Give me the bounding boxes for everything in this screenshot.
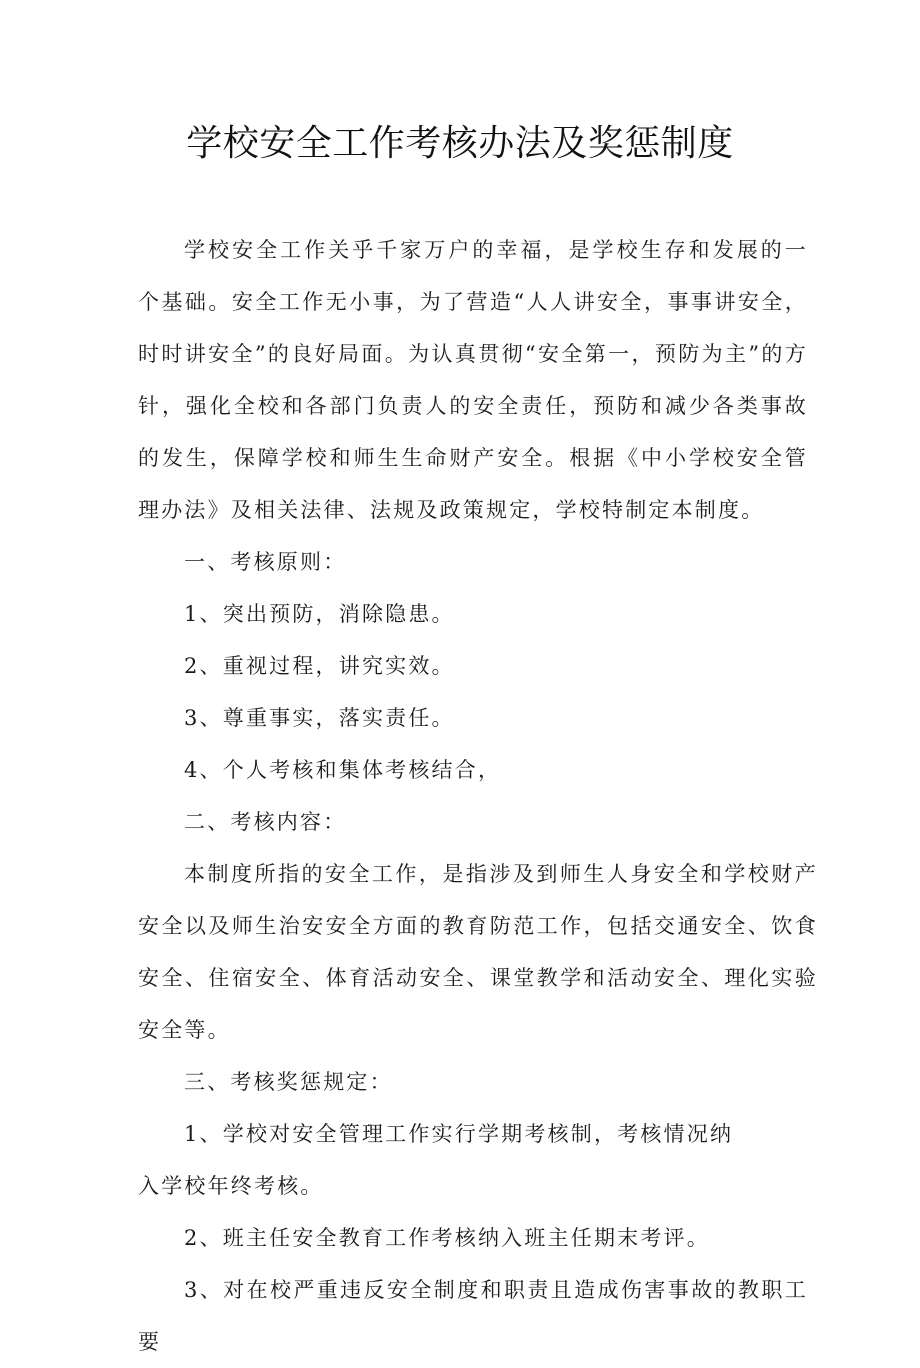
document-body bbox=[138, 224, 818, 1368]
section-heading-content: 二、考核内容： bbox=[184, 810, 347, 834]
principle-item-4: 4、个人考核和集体考核结合， bbox=[184, 758, 502, 782]
principle-item-3: 3、尊重事实，落实责任。 bbox=[184, 706, 455, 730]
reward-item-2: 2、班主任安全教育工作考核纳入班主任期末考评。 bbox=[184, 1226, 710, 1250]
intro-paragraph: 学校安全工作关乎千家万户的幸福，是学校生存和发展的一个基础。安全工作无小事，为了营造“人人讲安全，事事讲安全，时时讲安全”的良好局面。为认真贯彻“安全第一，预防为主”的方针，强化全校和各部门负责人的安全责任，预防和减少各类事故的发生，保障学校和师生生命财产安全。根据《中小学校安全管理办法》及相关法律、法规及政策规定，学校特制定本制度。 bbox=[138, 238, 808, 522]
reward-item-3: 3、对在校严重违反安全制度和职责且造成伤害事故的教职工要 bbox=[138, 1278, 808, 1354]
content-paragraph: 本制度所指的安全工作，是指涉及到师生人身安全和学校财产安全以及师生治安安全方面的教育防范工作，包括交通安全、饮食安全、住宿安全、体育活动安全、课堂教学和活动安全、理化实验安全等。 bbox=[138, 862, 818, 1042]
section-heading-principles: 一、考核原则： bbox=[184, 550, 347, 574]
section-heading-rewards: 三、考核奖惩规定： bbox=[184, 1070, 393, 1094]
reward-item-1-continued: 入学校年终考核。 bbox=[138, 1174, 324, 1198]
reward-item-1: 1、学校对安全管理工作实行学期考核制，考核情况纳 bbox=[184, 1122, 734, 1146]
principle-item-1: 1、突出预防，消除隐患。 bbox=[184, 602, 455, 626]
principle-item-2: 2、重视过程，讲究实效。 bbox=[184, 654, 455, 678]
document-title: 学校安全工作考核办法及奖惩制度 bbox=[186, 123, 734, 164]
